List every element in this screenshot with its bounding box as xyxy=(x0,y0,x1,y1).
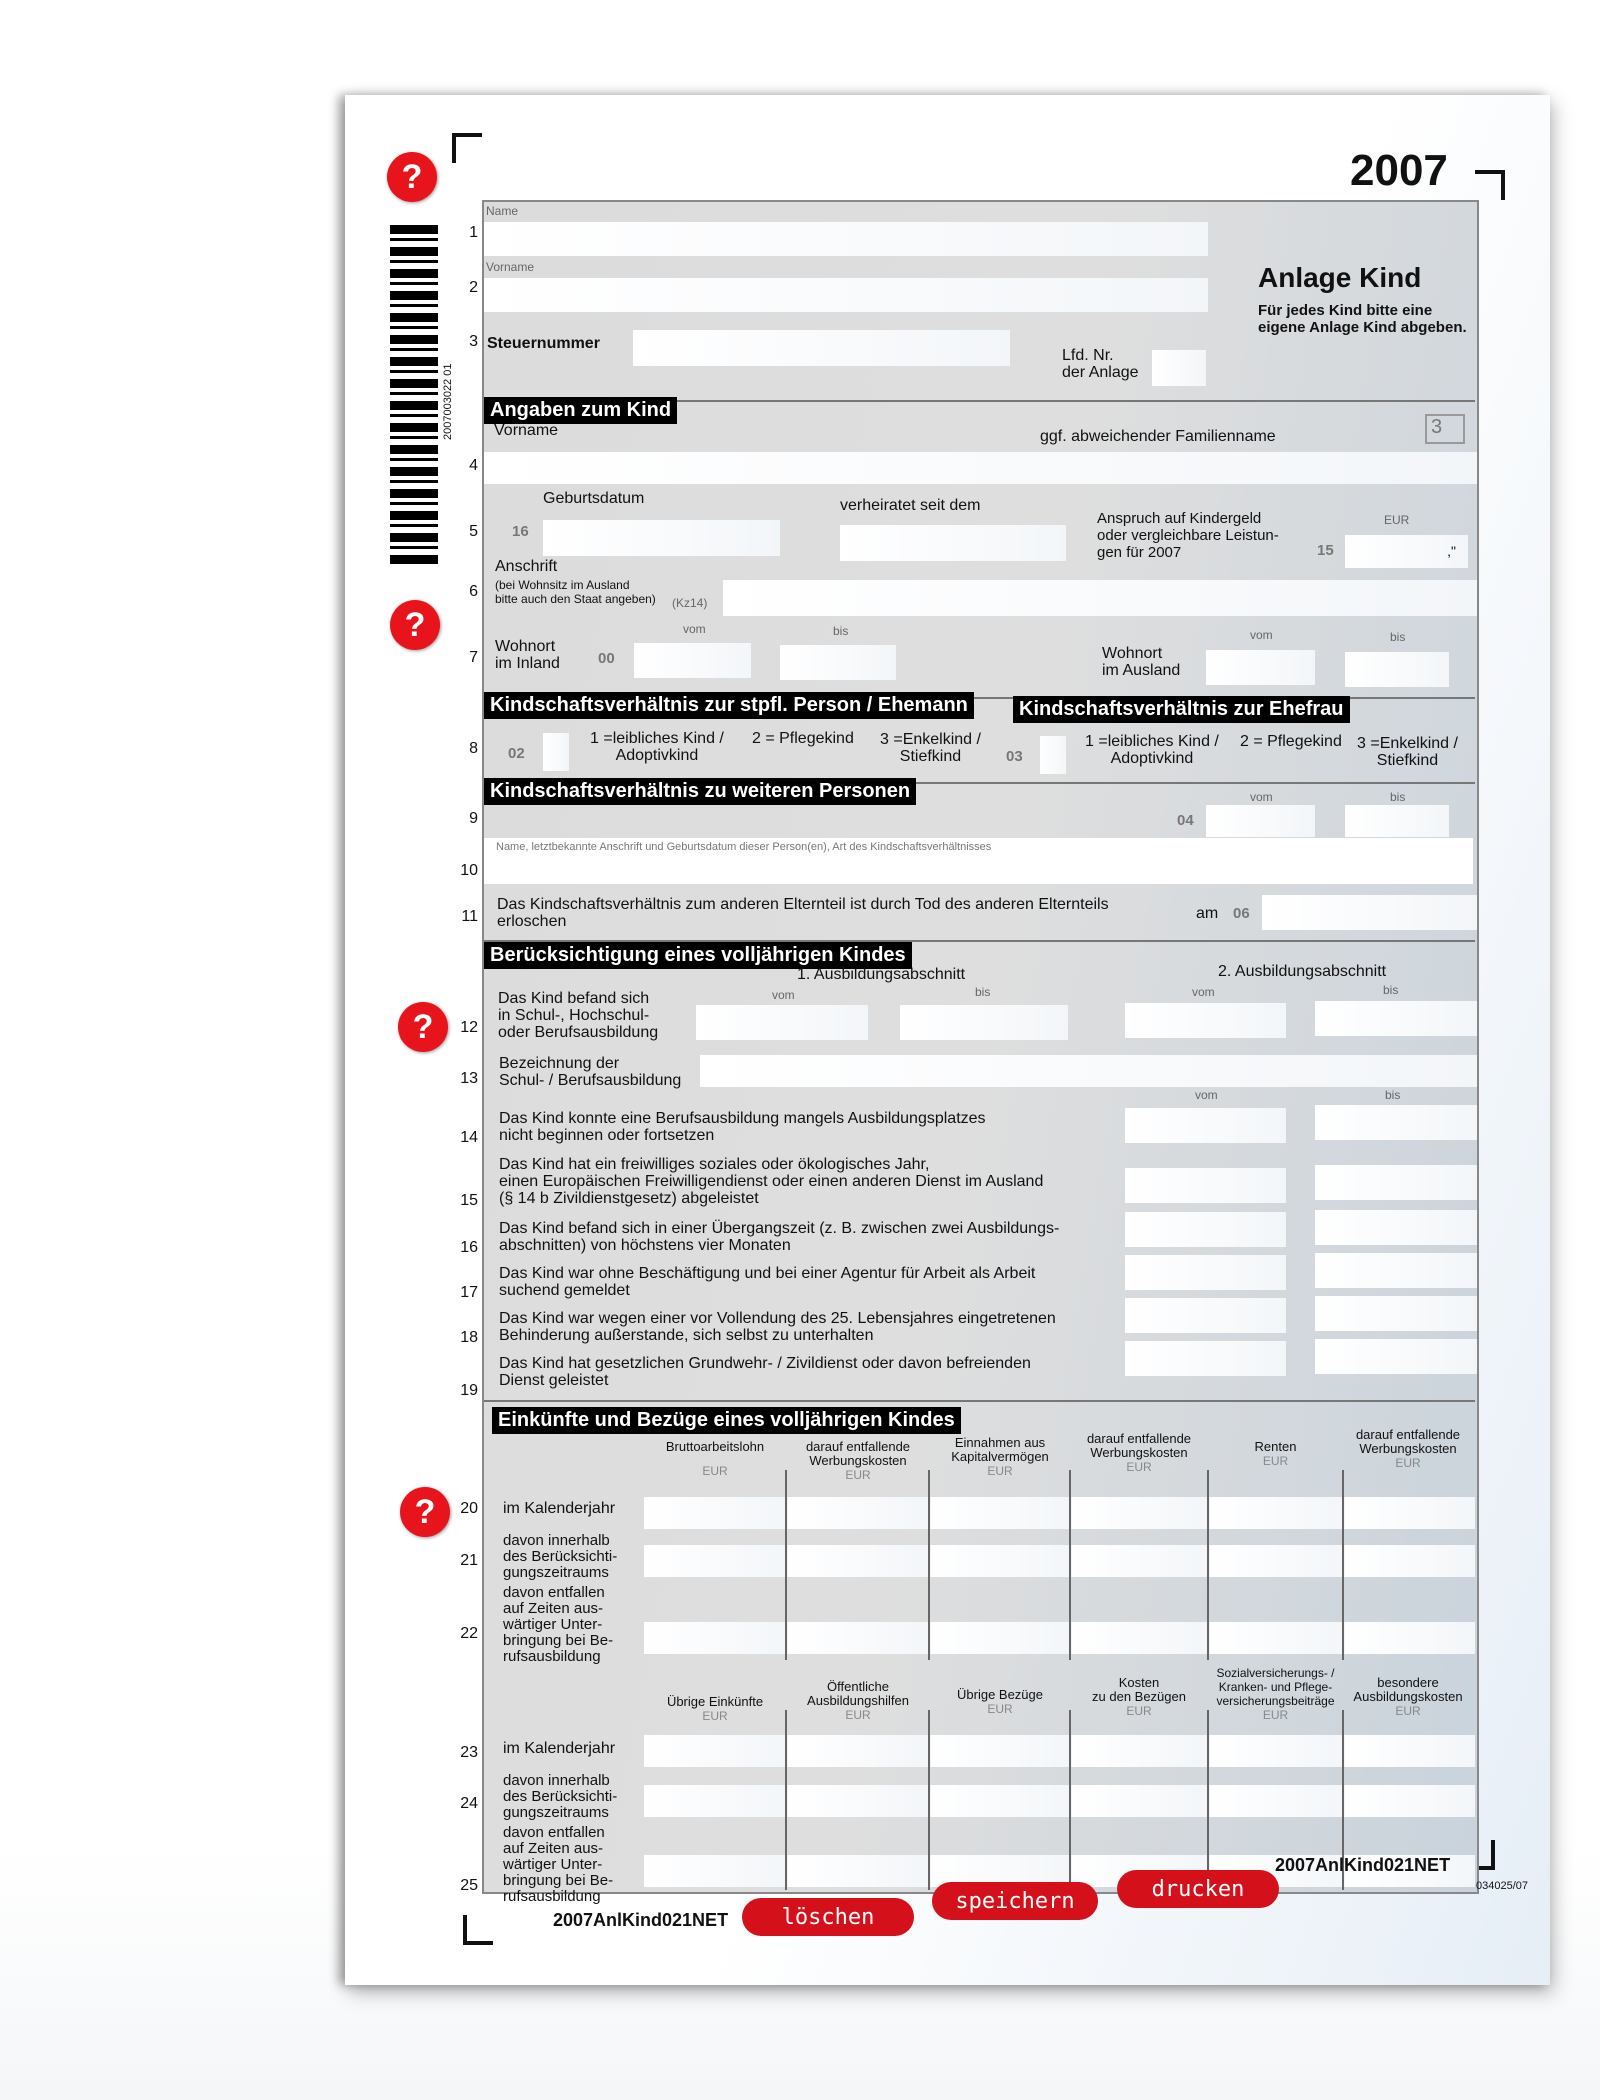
row14-vom-input[interactable] xyxy=(1125,1108,1286,1143)
weitere-personen-input[interactable] xyxy=(484,838,1473,884)
income-cell-input[interactable] xyxy=(1072,1622,1210,1654)
bis-label: bis xyxy=(1390,790,1406,804)
income-cell-input[interactable] xyxy=(931,1735,1072,1767)
section-heading-angaben: Angaben zum Kind xyxy=(484,397,677,424)
section-heading-kindschaft-person: Kindschaftsverhältnis zur stpfl. Person / Ehemann xyxy=(484,692,974,719)
abschnitt2-label: 2. Ausbildungsabschnitt xyxy=(1218,963,1387,980)
income-cell-input[interactable] xyxy=(1345,1785,1475,1817)
column-header: darauf entfallende Werbungskosten EUR xyxy=(805,1439,911,1482)
option-pflegekind: 2 = Pflegekind xyxy=(1240,733,1342,750)
corner-mark-bottom-left xyxy=(463,1915,493,1945)
column-header: darauf entfallende Werbungskosten EUR xyxy=(1355,1427,1461,1470)
section-heading-weitere: Kindschaftsverhältnis zu weiteren Personen xyxy=(484,778,916,805)
income-cell-input[interactable] xyxy=(1210,1497,1345,1529)
row14-label: Das Kind konnte eine Berufsausbildung mangels Ausbildungsplatzes nicht beginnen oder fortsetzen xyxy=(499,1110,986,1144)
form-code-right: 2007AnlKind021NET xyxy=(1275,1855,1451,1875)
bis-label: bis xyxy=(833,624,849,638)
section-heading-einkuenfte: Einkünfte und Bezüge eines volljährigen Kindes xyxy=(492,1407,961,1434)
code-03: 03 xyxy=(1006,748,1023,765)
column-divider xyxy=(785,1470,787,1660)
help-icon[interactable]: ? xyxy=(400,1487,450,1537)
barcode-number: 2007003022 01 xyxy=(442,363,454,440)
anschrift-hint: (bei Wohnsitz im Ausland bitte auch den Staat angeben) xyxy=(495,578,656,606)
row-number: 16 xyxy=(460,1239,478,1256)
kindergeld-input[interactable] xyxy=(1345,535,1468,568)
form-number: 034025/07 xyxy=(1476,1880,1528,1892)
row21-label: davon innerhalb des Berücksichti- gungszeitraums xyxy=(503,1532,618,1581)
vom-label: vom xyxy=(1195,1088,1218,1102)
abschnitt1-vom-input[interactable] xyxy=(696,1005,868,1040)
row19-vom-input[interactable] xyxy=(1125,1341,1286,1376)
column-divider xyxy=(1207,1470,1209,1660)
eur-label: EUR xyxy=(1384,513,1410,527)
row-number: 23 xyxy=(460,1744,478,1761)
income-cell-input[interactable] xyxy=(1345,1497,1475,1529)
vorname-label: Vorname xyxy=(486,260,535,274)
row25-label: davon entfallen auf Zeiten aus- wärtiger Unter- bringung bei Be- rufsausbildung xyxy=(503,1824,614,1905)
income-cell-input[interactable] xyxy=(931,1545,1072,1577)
income-cell-input[interactable] xyxy=(1072,1545,1210,1577)
row-number: 10 xyxy=(460,862,478,879)
kz14-label: (Kz14) xyxy=(672,596,708,610)
row23-label: im Kalenderjahr xyxy=(503,1740,616,1757)
column-header: Einnahmen aus Kapitalvermögen EUR xyxy=(951,1435,1049,1478)
help-icon[interactable]: ? xyxy=(387,152,437,202)
column-divider xyxy=(1069,1710,1071,1890)
lfd-nr-label: Lfd. Nr. der Anlage xyxy=(1062,347,1139,381)
row-number: 4 xyxy=(469,457,478,474)
corner-mark-top-left xyxy=(452,133,482,163)
column-header: Übrige Bezüge EUR xyxy=(957,1687,1043,1716)
row18-vom-input[interactable] xyxy=(1125,1298,1286,1333)
row-number: 11 xyxy=(461,908,478,925)
row-number: 5 xyxy=(469,523,478,540)
income-cell-input[interactable] xyxy=(644,1785,788,1817)
income-cell-input[interactable] xyxy=(1345,1735,1475,1767)
row-number: 17 xyxy=(460,1284,478,1301)
ausbildung-bezeichnung-input[interactable] xyxy=(700,1055,1477,1087)
corner-mark-top-right xyxy=(1475,170,1505,200)
row19-bis-input[interactable] xyxy=(1315,1339,1477,1374)
row-number: 6 xyxy=(469,583,478,600)
income-cell-input[interactable] xyxy=(788,1735,931,1767)
row15-label: Das Kind hat ein freiwilliges soziales oder ökologisches Jahr, einen Europäischen Freiwilligendienst oder einen anderen Dienst im Ausland (§ 14 b Zivildienstgesetz) abgeleistet xyxy=(499,1156,1044,1207)
row16-bis-input[interactable] xyxy=(1315,1210,1477,1245)
option-enkelkind: 3 =Enkelkind / Stiefkind xyxy=(880,731,981,765)
income-cell-input[interactable] xyxy=(644,1735,788,1767)
option-leiblich: 1 =leibliches Kind / Adoptivkind xyxy=(590,730,724,764)
weitere-hint: Name, letztbekannte Anschrift und Geburtsdatum dieser Person(en), Art des Kindschaftsverhältnisses xyxy=(496,841,992,853)
column-header: Sozialversicherungs- / Kranken- und Pflege- versicherungsbeiträge EUR xyxy=(1216,1666,1335,1722)
column-header: Öffentliche Ausbildungshilfen EUR xyxy=(807,1679,909,1722)
column-divider xyxy=(928,1710,930,1890)
column-header: besondere Ausbildungskosten EUR xyxy=(1353,1675,1463,1718)
row-number: 15 xyxy=(460,1192,478,1209)
income-cell-input[interactable] xyxy=(788,1545,931,1577)
kind-vorname-input[interactable] xyxy=(484,452,1477,484)
section-heading-volljaehrig: Berücksichtigung eines volljährigen Kindes xyxy=(484,942,912,969)
anschrift-input[interactable] xyxy=(723,580,1477,616)
row13-label: Bezeichnung der Schul- / Berufsausbildung xyxy=(499,1055,682,1089)
income-cell-input[interactable] xyxy=(788,1785,931,1817)
bis-label: bis xyxy=(975,985,991,999)
income-cell-input[interactable] xyxy=(1210,1735,1345,1767)
kindschaft-person-input[interactable] xyxy=(543,733,569,771)
row-number: 9 xyxy=(469,810,478,827)
anschrift-label: Anschrift xyxy=(495,558,558,575)
row-number: 19 xyxy=(460,1382,478,1399)
income-cell-input[interactable] xyxy=(1345,1545,1475,1577)
row-number: 2 xyxy=(469,279,478,296)
form-code-left: 2007AnlKind021NET xyxy=(553,1910,729,1930)
wohnort-ausland-label: Wohnort im Ausland xyxy=(1102,645,1181,679)
kind-vorname-label: Vorname xyxy=(494,422,559,439)
form-year: 2007 xyxy=(1350,146,1448,195)
row-number: 1 xyxy=(469,224,478,241)
delete-button[interactable]: löschen xyxy=(742,1898,914,1936)
kindschaft-ehefrau-input[interactable] xyxy=(1040,736,1066,774)
row-number: 18 xyxy=(460,1329,478,1346)
income-cell-input[interactable] xyxy=(931,1622,1072,1654)
wohnort-ausland-bis-input[interactable] xyxy=(1345,652,1449,687)
option-enkelkind: 3 =Enkelkind / Stiefkind xyxy=(1357,735,1458,769)
income-cell-input[interactable] xyxy=(1072,1785,1210,1817)
code-00: 00 xyxy=(598,650,615,667)
row24-label: davon innerhalb des Berücksichti- gungszeitraums xyxy=(503,1772,618,1821)
form-title: Anlage Kind xyxy=(1258,262,1422,293)
name-input[interactable] xyxy=(484,222,1208,256)
am-label: am xyxy=(1196,905,1219,922)
option-pflegekind: 2 = Pflegekind xyxy=(752,730,854,747)
tod-label: Das Kindschaftsverhältnis zum anderen Elternteil ist durch Tod des anderen Elternteils erloschen xyxy=(497,896,1109,930)
code-06: 06 xyxy=(1233,905,1250,922)
wohnort-inland-label: Wohnort im Inland xyxy=(495,638,560,672)
help-icon[interactable]: ? xyxy=(390,600,440,650)
column-header: Kosten zu den Bezügen EUR xyxy=(1092,1675,1186,1718)
income-cell-input[interactable] xyxy=(1072,1497,1210,1529)
option-leiblich: 1 =leibliches Kind / Adoptivkind xyxy=(1085,733,1219,767)
row-number: 22 xyxy=(460,1625,478,1642)
weitere-bis-input[interactable] xyxy=(1345,805,1449,837)
column-divider xyxy=(928,1470,930,1660)
abschnitt2-vom-input[interactable] xyxy=(1125,1003,1286,1038)
code-04: 04 xyxy=(1177,812,1194,829)
income-cell-input[interactable] xyxy=(788,1855,931,1887)
income-cell-input[interactable] xyxy=(931,1497,1072,1529)
wohnort-inland-bis-input[interactable] xyxy=(780,645,896,680)
vom-label: vom xyxy=(1192,985,1215,999)
income-cell-input[interactable] xyxy=(644,1622,788,1654)
column-divider xyxy=(1069,1470,1071,1660)
vom-label: vom xyxy=(683,622,706,636)
code-16: 16 xyxy=(512,523,529,540)
section-divider xyxy=(484,1400,1475,1402)
geburtsdatum-input[interactable] xyxy=(543,520,780,556)
abschnitt2-bis-input[interactable] xyxy=(1315,1001,1477,1036)
income-cell-input[interactable] xyxy=(644,1545,788,1577)
abschnitt1-bis-input[interactable] xyxy=(900,1005,1068,1040)
steuernummer-label: Steuernummer xyxy=(487,335,600,352)
column-header: Renten EUR xyxy=(1254,1439,1297,1468)
geburtsdatum-label: Geburtsdatum xyxy=(543,490,645,507)
tod-datum-input[interactable] xyxy=(1262,895,1477,930)
familienname-label: ggf. abweichender Familienname xyxy=(1040,428,1276,445)
code-02: 02 xyxy=(508,745,525,762)
row-number: 25 xyxy=(460,1877,478,1894)
row19-label: Das Kind hat gesetzlichen Grundwehr- / Zivildienst oder davon befreienden Dienst geleistet xyxy=(499,1355,1031,1389)
column-header: darauf entfallende Werbungskosten EUR xyxy=(1086,1431,1192,1474)
steuernummer-input[interactable] xyxy=(633,330,1010,366)
box-number: 3 xyxy=(1425,414,1465,444)
cents-separator: ," xyxy=(1447,543,1456,559)
row-number: 8 xyxy=(469,740,478,757)
row-number: 20 xyxy=(460,1500,478,1517)
row20-label: im Kalenderjahr xyxy=(503,1500,616,1517)
row18-label: Das Kind war wegen einer vor Vollendung des 25. Lebensjahres eingetretenen Behinderung außerstande, sich selbst zu unterhalten xyxy=(499,1310,1056,1344)
column-divider xyxy=(1342,1470,1344,1660)
income-cell-input[interactable] xyxy=(1345,1622,1475,1654)
lfd-nr-input[interactable] xyxy=(1152,350,1206,386)
vom-label: vom xyxy=(772,988,795,1002)
row17-bis-input[interactable] xyxy=(1315,1253,1477,1288)
verheiratet-label: verheiratet seit dem xyxy=(840,497,981,514)
column-divider xyxy=(1207,1710,1209,1890)
row15-vom-input[interactable] xyxy=(1125,1168,1286,1203)
income-cell-input[interactable] xyxy=(644,1497,788,1529)
code-15: 15 xyxy=(1317,542,1334,559)
column-header: Übrige Einkünfte EUR xyxy=(666,1694,764,1723)
row16-vom-input[interactable] xyxy=(1125,1212,1286,1247)
verheiratet-input[interactable] xyxy=(840,525,1066,561)
income-cell-input[interactable] xyxy=(1210,1785,1345,1817)
section-heading-kindschaft-ehefrau: Kindschaftsverhältnis zur Ehefrau xyxy=(1013,696,1350,723)
vom-label: vom xyxy=(1250,790,1273,804)
income-cell-input[interactable] xyxy=(1072,1735,1210,1767)
row14-bis-input[interactable] xyxy=(1315,1105,1477,1140)
print-button[interactable]: drucken xyxy=(1117,1870,1279,1908)
row15-bis-input[interactable] xyxy=(1315,1165,1477,1200)
help-icon[interactable]: ? xyxy=(398,1002,448,1052)
wohnort-inland-vom-input[interactable] xyxy=(634,643,751,678)
column-header: Bruttoarbeitslohn EUR xyxy=(665,1439,765,1478)
form-subtitle: Für jedes Kind bitte eine eigene Anlage Kind abgeben. xyxy=(1258,302,1467,336)
income-cell-input[interactable] xyxy=(644,1855,788,1887)
barcode xyxy=(390,225,438,565)
vorname-input[interactable] xyxy=(484,278,1208,312)
row17-vom-input[interactable] xyxy=(1125,1255,1286,1290)
row22-label: davon entfallen auf Zeiten aus- wärtiger Unter- bringung bei Be- rufsausbildung xyxy=(503,1584,614,1665)
income-cell-input[interactable] xyxy=(788,1622,931,1654)
column-divider xyxy=(785,1710,787,1890)
income-cell-input[interactable] xyxy=(931,1785,1072,1817)
row-number: 3 xyxy=(469,333,478,350)
name-label: Name xyxy=(486,204,519,218)
row-number: 24 xyxy=(460,1795,478,1812)
row-number: 7 xyxy=(469,649,478,666)
weitere-vom-input[interactable] xyxy=(1206,805,1315,837)
row-number: 12 xyxy=(460,1019,478,1036)
income-cell-input[interactable] xyxy=(1210,1545,1345,1577)
row12-label: Das Kind befand sich in Schul-, Hochschul- oder Berufsausbildung xyxy=(498,990,659,1041)
income-cell-input[interactable] xyxy=(1210,1622,1345,1654)
save-button[interactable]: speichern xyxy=(932,1882,1098,1920)
row-number: 13 xyxy=(460,1070,478,1087)
row18-bis-input[interactable] xyxy=(1315,1296,1477,1331)
vom-label: vom xyxy=(1250,628,1273,642)
row17-label: Das Kind war ohne Beschäftigung und bei einer Agentur für Arbeit als Arbeit suchend gemeldet xyxy=(499,1265,1036,1299)
bis-label: bis xyxy=(1383,983,1399,997)
income-cell-input[interactable] xyxy=(788,1497,931,1529)
wohnort-ausland-vom-input[interactable] xyxy=(1206,650,1315,685)
row-number: 21 xyxy=(460,1552,478,1569)
bis-label: bis xyxy=(1385,1088,1401,1102)
abschnitt1-label: 1. Ausbildungsabschnitt xyxy=(797,966,966,983)
row16-label: Das Kind befand sich in einer Übergangszeit (z. B. zwischen zwei Ausbildungs- abschnitten) von höchstens vier Monaten xyxy=(499,1220,1060,1254)
bis-label: bis xyxy=(1390,630,1406,644)
kindergeld-label: Anspruch auf Kindergeld oder vergleichbare Leistun- gen für 2007 xyxy=(1097,510,1279,561)
row-number: 14 xyxy=(460,1129,478,1146)
